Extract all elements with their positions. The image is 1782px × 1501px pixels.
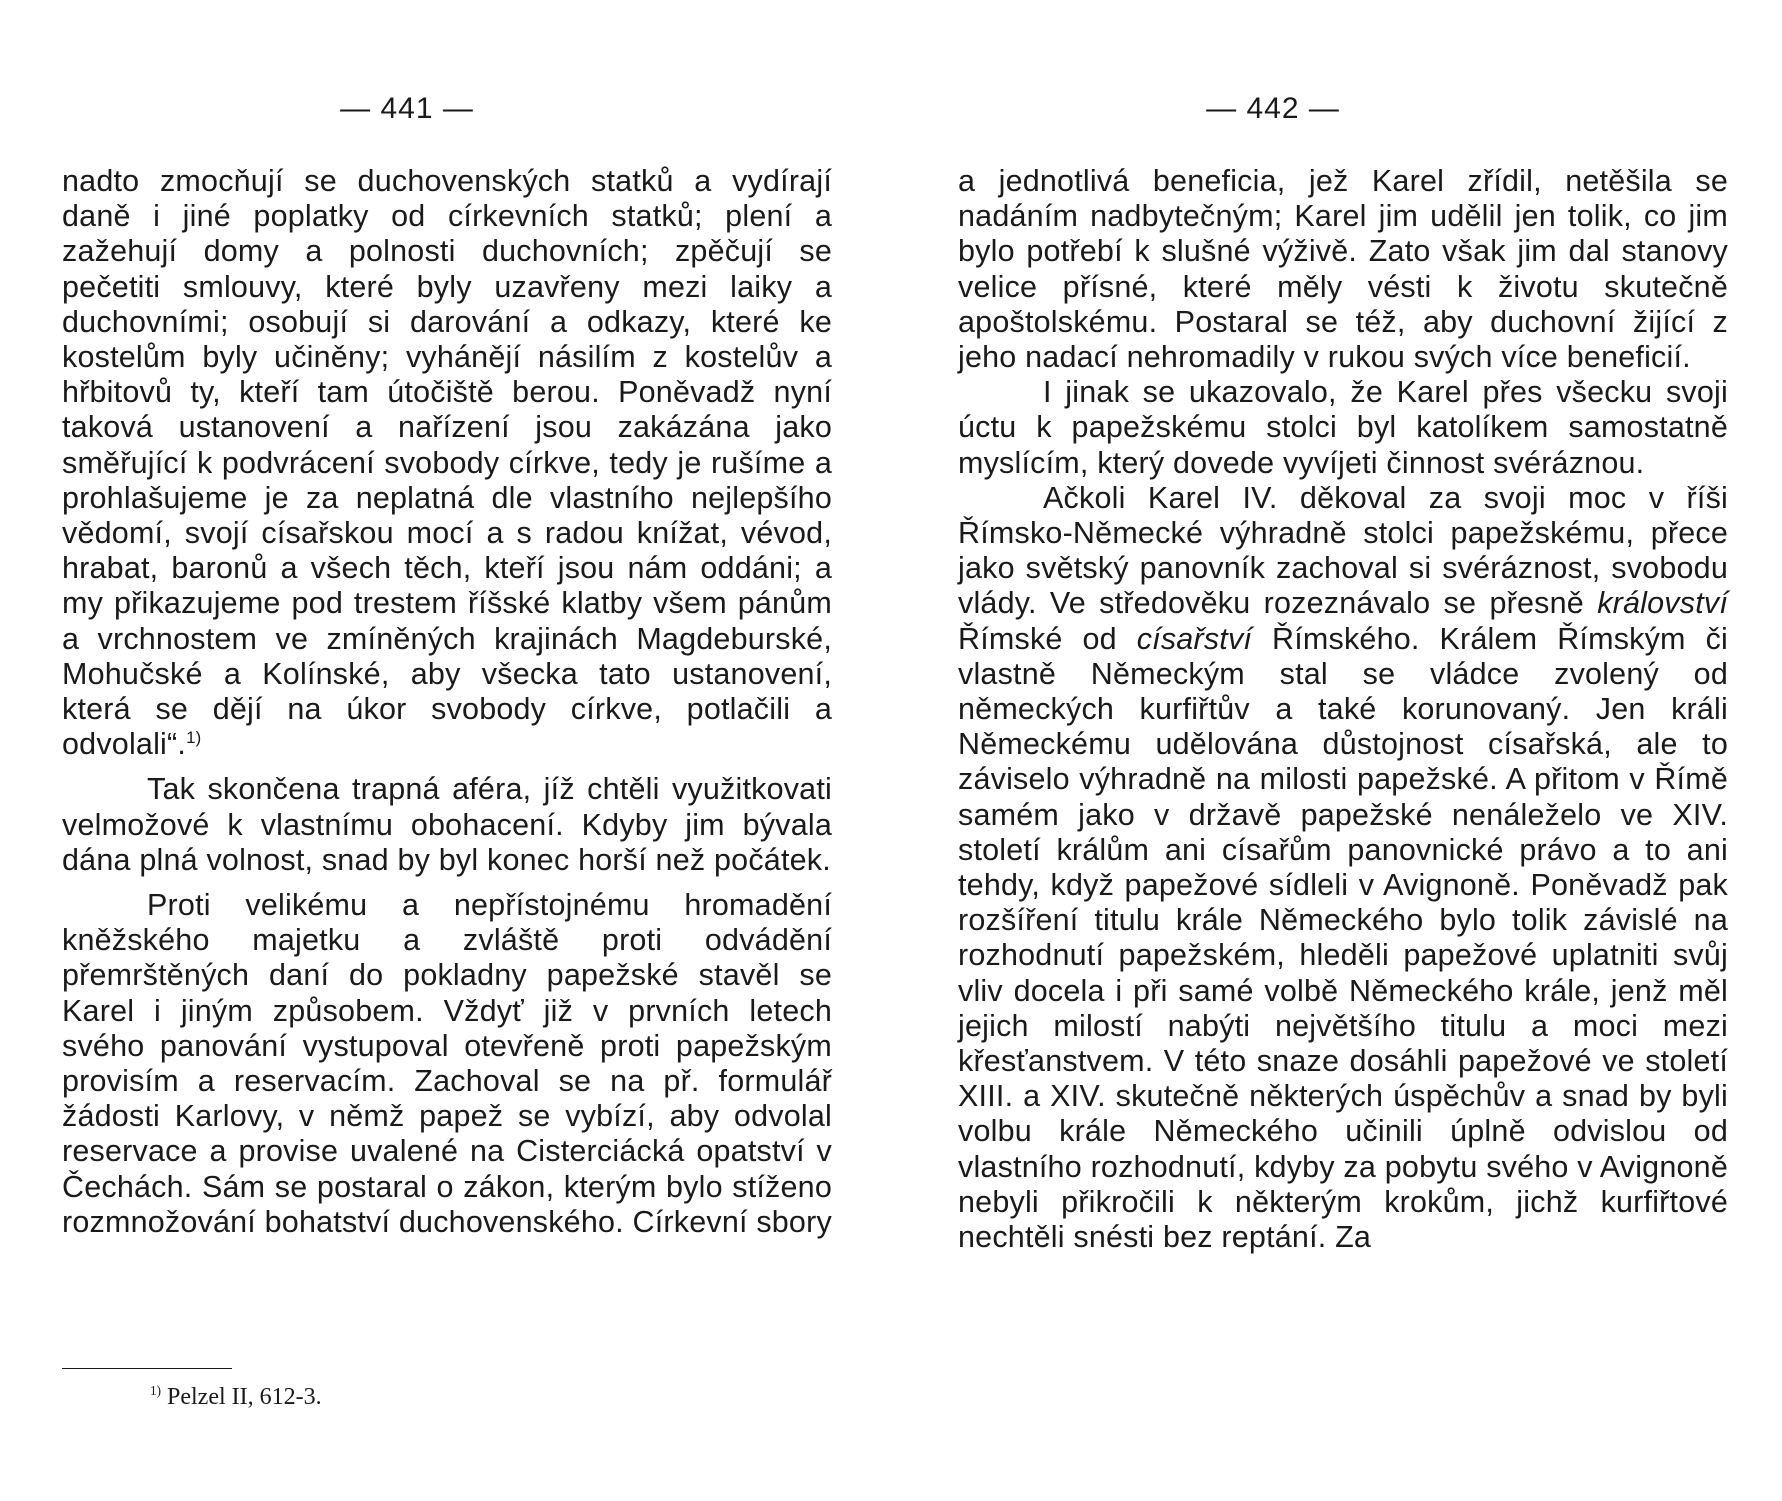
right-page (958, 0, 1728, 1501)
footnote-mark: 1) (150, 1383, 161, 1398)
left-text-column (62, 164, 832, 1240)
left-paragraph-2: Tak skončena trapná aféra, jíž chtěli využitkovati velmožové k vlastnímu obohacení. Kdyby jim bývala dána plná volnost, snad by byl konec horší než počátek. (62, 772, 832, 877)
right-paragraph-3-part-2: Římské od (958, 621, 1117, 656)
left-paragraph-1-text: nadto zmocňují se duchovenských statků a vydírají daně i jiné poplatky od církevních statků; plení a zažehují domy a polnosti duchovních; zpěčují se pečetiti smlouvy, které byly uzavřeny mezi laiky a duchovními; osobují si darování a odkazy, které ke kostelům byly učiněny; vyhánějí násilím z kostelův a hřbitovů ty, kteří tam útočiště berou. Poněvadž nyní taková ustanovení a nařízení jsou zakázána jako směřující k podvrácení svobody církve, tedy je rušíme a prohlašujeme je za neplatná dle vlastního nejlepšího vědomí, svojí císařskou mocí a s radou knížat, vévod, hrabat, baronů a všech těch, kteří jsou nám oddáni; a my přikazujeme pod trestem říšské klatby všem pánům a vrchnostem ve zmíněných krajinách Magdeburské, Mohučské a Kolínské, aby všecka tato ustanovení, která se dějí na úkor svobody církve, potlačili a odvolali“. (62, 164, 832, 762)
right-paragraph-3-part-3: Římského. Králem Římským či vlastně Německým stal se vládce zvolený od německých kurfiřtův a také korunovaný. Jen králi Německému udělována důstojnost císařská, ale to záviselo výhradně na milosti papežské. A přitom v Římě samém jako v državě papežské nenáleželo ve XIV. století králům ani císařům panovnické právo a to ani tehdy, když papežové sídleli v Avignoně. Poněvadž pak rozšíření titulu krále Německého bylo tolik závislé na rozhodnutí papežském, hleděli papežové uplatniti svůj vliv docela i při samé volbě Německého krále, jenž měl jejich milostí nabýti největšího titulu a moci mezi křesťanstvem. V této snaze dosáhli papežové ve století XIII. a XIV. skutečně některých úspěchův a snad by byli volbu krále Německého učinili úplně odvislou od vlastního rozhodnutí, kdyby za pobytu svého v Avignoně nebyli přikročili k některým krokům, jichž kurfiřtové nechtěli snésti bez reptání. Za (958, 621, 1728, 1255)
right-paragraph-3-part-1: Ačkoli Karel IV. děkoval za svoji moc v říši Římsko-Německé výhradně stolci papežskému, přece jako světský panovník zachoval si svéráznost, svobodu vlády. Ve středověku rozeznávalo se přesně (958, 480, 1728, 621)
footnote (150, 1384, 322, 1411)
right-text-column (958, 164, 1728, 1255)
page-number-right: — 442 — (1206, 92, 1340, 125)
right-paragraph-3 (958, 481, 1728, 1255)
emphasis-kralovstvi: království (1597, 586, 1728, 621)
emphasis-cisarstvi: císařství (1136, 621, 1253, 656)
footnote-text: Pelzel II, 612-3. (167, 1384, 322, 1410)
right-paragraph-1: a jednotlivá beneficia, jež Karel zřídil, netěšila se nadáním nadbytečným; Karel jim udělil jen tolik, co jim bylo potřebí k slušné výživě. Zato však jim dal stanovy velice přísné, které měly vésti k životu skutečně apoštolskému. Postaral se též, aby duchovní žijící z jeho nadací nehromadily v rukou svých více beneficií. (958, 164, 1728, 375)
footnote-reference: 1) (186, 728, 202, 748)
right-paragraph-2: I jinak se ukazovalo, že Karel přes všecku svoji úctu k papežskému stolci byl katolíkem samostatně myslícím, který dovede vyvíjeti činnost svéráznou. (958, 375, 1728, 480)
footnote-divider (62, 1368, 232, 1369)
left-page (62, 0, 832, 1501)
left-paragraph-1 (62, 164, 832, 762)
left-paragraph-3: Proti velikému a nepřístojnému hromadění kněžského majetku a zvláště proti odvádění přemrštěných daní do pokladny papežské stavěl se Karel i jiným způsobem. Vždyť již v prvních letech svého panování vystupoval otevřeně proti papežským provisím a reservacím. Zachoval se na př. formulář žádosti Karlovy, v němž papež se vybízí, aby odvolal reservace a provise uvalené na Cisterciácká opatství v Čechách. Sám se postaral o zákon, kterým bylo stíženo rozmnožování bohatství duchovenského. Církevní sbory (62, 888, 832, 1239)
page-number-left: — 441 — (340, 92, 474, 125)
